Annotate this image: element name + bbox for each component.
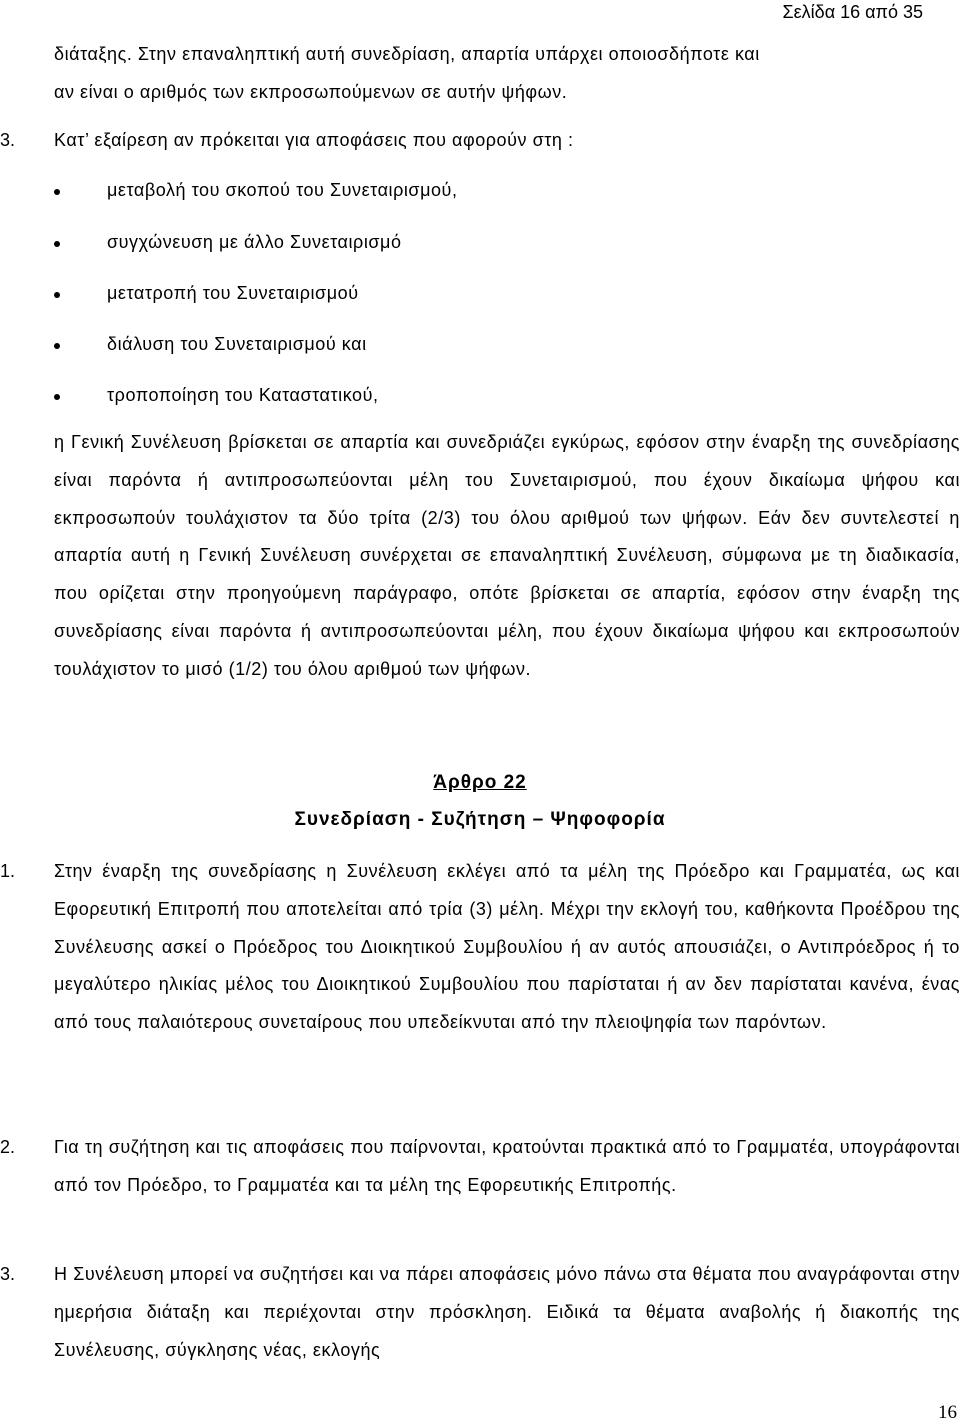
bullet-icon bbox=[54, 189, 60, 195]
point-number: 1. bbox=[0, 861, 16, 881]
item-3-lead: Κατ’ εξαίρεση αν πρόκειται για αποφάσεις που αφορούν στη : bbox=[54, 130, 574, 150]
point-text: Η Συνέλευση μπορεί να συζητήσει και να πάρει αποφάσεις μόνο πάνω στα θέματα που αναγράφονται στην ημερήσια διάταξη και περιέχονται στην πρόσκληση. Ειδικά τα θέματα αναβολής ή διακοπής της Συνέλευσης, σύγκλησης νέας, εκλογής bbox=[54, 1264, 960, 1360]
item-3-number: 3. bbox=[0, 130, 16, 150]
intro-line-1: διάταξης. Στην επαναληπτική αυτή συνεδρίαση, απαρτία υπάρχει οποιοσδήποτε και bbox=[54, 44, 760, 64]
bullet-icon bbox=[54, 343, 60, 349]
page-header: Σελίδα 16 από 35 bbox=[782, 2, 923, 22]
article-subtitle: Συνεδρίαση - Συζήτηση – Ψηφοφορία bbox=[294, 809, 666, 830]
bullet-icon bbox=[54, 394, 60, 400]
bullet-item: τροποποίηση του Καταστατικού, bbox=[107, 385, 379, 405]
point-number: 3. bbox=[0, 1264, 16, 1284]
bullet-icon bbox=[54, 241, 60, 247]
bullet-item: συγχώνευση με άλλο Συνεταιρισμό bbox=[107, 232, 402, 252]
page-number: 16 bbox=[938, 1402, 957, 1423]
bullet-item: διάλυση του Συνεταιρισμού και bbox=[107, 334, 367, 354]
point-number: 2. bbox=[0, 1137, 16, 1157]
item-3-body: η Γενική Συνέλευση βρίσκεται σε απαρτία και συνεδριάζει εγκύρως, εφόσον στην έναρξη της συνεδρίασης είναι παρόντα ή αντιπροσωπεύονται μέλη του Συνεταιρισμού, που έχουν δικαίωμα ψήφου και εκπροσωπούν τουλάχιστον τα δύο τρίτα (2/3) του όλου αριθμού των ψήφων. Εάν δεν συντελεστεί η απαρτία αυτή η Γενική Συνέλευση συνέρχεται σε επαναληπτική Συνέλευση, σύμφωνα με τη διαδικασία, που ορίζεται στην προηγούμενη παράγραφο, οπότε βρίσκεται σε απαρτία, εφόσον στην έναρξη της συνεδρίασης είναι παρόντα ή αντιπροσωπεύονται μέλη, που έχουν δικαίωμα ψήφου και εκπροσωπούν τουλάχιστον το μισό (1/2) του όλου αριθμού των ψήφων. bbox=[54, 432, 960, 679]
bullet-item: μεταβολή του σκοπού του Συνεταιρισμού, bbox=[107, 180, 458, 200]
article-number: Άρθρο 22 bbox=[433, 772, 527, 793]
point-text: Στην έναρξη της συνεδρίασης η Συνέλευση εκλέγει από τα μέλη της Πρόεδρο και Γραμματέα, ως και Εφορευτική Επιτροπή που αποτελείται από τρία (3) μέλη. Μέχρι την εκλογή του, καθήκοντα Προέδρου της Συνέλευσης ασκεί ο Πρόεδρος του Διοικητικού Συμβουλίου ή αν αυτός απουσιάζει, ο Αντιπρόεδρος ή το μεγαλύτερο ηλικίας μέλος του Διοικητικού Συμβουλίου που παρίσταται ή αν δεν παρίσταται κανένα, ένας από τους παλαιότερους συνεταίρους που υπεδείκνυται από την πλειοψηφία των παρόντων. bbox=[54, 861, 960, 1033]
intro-line-2: αν είναι ο αριθμός των εκπροσωπούμενων σε αυτήν ψήφων. bbox=[54, 82, 568, 102]
bullet-item: μετατροπή του Συνεταιρισμού bbox=[107, 283, 359, 303]
bullet-icon bbox=[54, 292, 60, 298]
point-text: Για τη συζήτηση και τις αποφάσεις που παίρνονται, κρατούνται πρακτικά από το Γραμματέα, υπογράφονται από τον Πρόεδρο, το Γραμματέα και τα μέλη της Εφορευτικής Επιτροπής. bbox=[54, 1137, 960, 1195]
